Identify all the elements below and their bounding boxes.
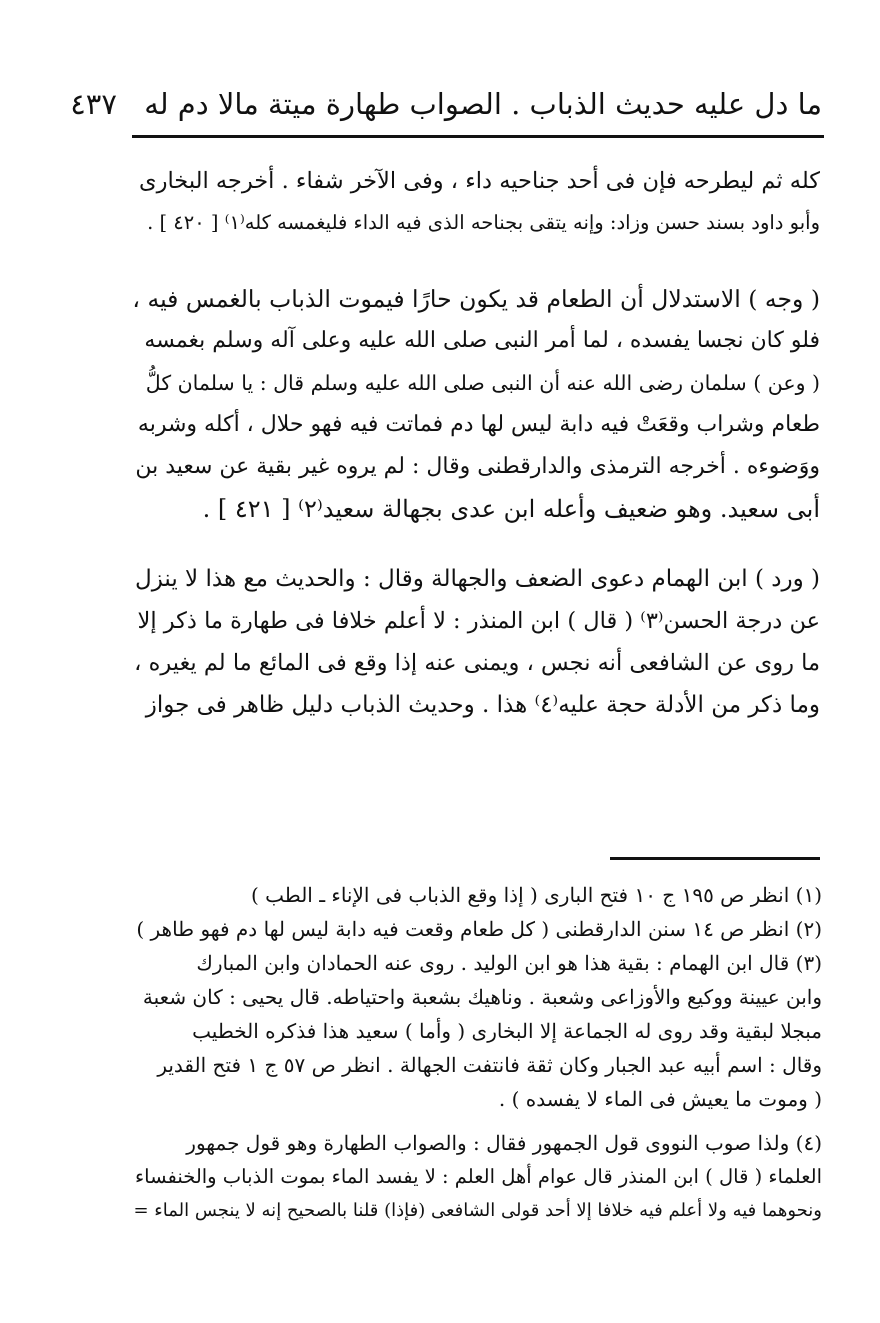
footnote-line: (٣) قال ابن الهمام : بقية هذا هو ابن الوليد . روى عنه الحمادان وابن المبارك [196,951,822,975]
text-line: ( ورد ) ابن الهمام دعوى الضعف والجهالة وقال : والحديث مع هذا لا ينزل [135,566,820,592]
footnote-line: ( وموت ما يعيش فى الماء لا يفسده ) . [498,1087,822,1111]
running-header [70,78,822,130]
text-line: وأبو داود بسند حسن وزاد: وإنه يتقى بجناحه الذى فيه الداء فليغمسه كله⁽١⁾ [ ٤٢٠ ] . [147,211,820,234]
header-title: ما دل عليه حديث الذباب . الصواب طهارة ميتة مالا دم له [144,87,822,121]
footnote [132,946,822,1116]
footnote-line: ونحوهما فيه ولا أعلم فيه خلافا إلا أحد قولى الشافعى (فإذا) قلنا بالصحيح إنه لا ينجس الماء = [133,1200,822,1221]
text-line: ( وعن ) سلمان رضى الله عنه أن النبى صلى الله عليه وسلم قال : يا سلمان كلُّ [145,371,820,395]
footnote-line: وقال : اسم أبيه عبد الجبار وكان ثقة فانتفت الجهالة . انظر ص ٥٧ ج ١ فتح القدير [157,1053,822,1077]
text-line: طعام وشراب وقعَتْ فيه دابة ليس لها دم فماتت فيه فهو حلال ، أكله وشربه [137,412,820,437]
footnote [132,912,822,946]
text-line: ما روى عن الشافعى أنه نجس ، ويمنى عنه إذا وقع فى المائع ما لم يغيره ، [134,650,820,676]
text-line: ( وجه ) الاستدلال أن الطعام قد يكون حارًا فيموت الذباب بالغمس فيه ، [132,285,820,313]
footnote-rule [610,857,820,860]
paragraph [132,558,820,726]
text-line: فلو كان نجسا يفسده ، لما أمر النبى صلى الله عليه وعلى آله وسلم بغمسه [144,328,820,353]
text-line: أبى سعيد. وهو ضعيف وأعله ابن عدى بجهالة سعيد⁽٢⁾ [ ٤٢١ ] . [202,495,820,523]
footnote [132,878,822,912]
page-number: ٤٣٧ [70,87,117,121]
footnote-line: مبجلا لبقية وقد روى له الجماعة إلا البخارى ( وأما ) سعيد هذا فذكره الخطيب [192,1019,822,1043]
text-line: عن درجة الحسن⁽٣⁾ ( قال ) ابن المنذر : لا أعلم خلافا فى طهارة ما ذكر إلا [137,608,820,634]
footnote [132,1126,822,1228]
header-rule [132,135,824,138]
text-line: كله ثم ليطرحه فإن فى أحد جناحيه داء ، وفى الآخر شفاء . أخرجه البخارى [138,168,820,194]
footnote-line: (١) انظر ص ١٩٥ ج ١٠ فتح البارى ( إذا وقع الذباب فى الإناء ـ الطب ) [251,883,822,907]
footnote-line: (٤) ولذا صوب النووى قول الجمهور فقال : والصواب الطهارة وهو قول جمهور [186,1131,822,1155]
footnote-line: العلماء ( قال ) ابن المنذر قال عوام أهل العلم : لا يفسد الماء بموت الذباب والخنفساء [134,1165,822,1188]
main-text [132,160,820,726]
footnote-line: (٢) انظر ص ١٤ سنن الدارقطنى ( كل طعام وقعت فيه دابة ليس لها دم فهو طاهر ) [136,917,822,941]
text-line: وما ذكر من الأدلة حجة عليه⁽٤⁾ هذا . وحديث الذباب دليل ظاهر فى جواز [145,692,820,718]
paragraph [132,278,820,530]
paragraph [132,160,820,244]
footnotes [132,878,822,1228]
footnote-line: وابن عيينة ووكيع والأوزاعى وشعبة . وناهيك بشعبة واحتياطه. قال يحيى : كان شعبة [142,985,822,1009]
text-line: ووَضوءه . أخرجه الترمذى والدارقطنى وقال : لم يروه غير بقية عن سعيد بن [135,454,820,479]
